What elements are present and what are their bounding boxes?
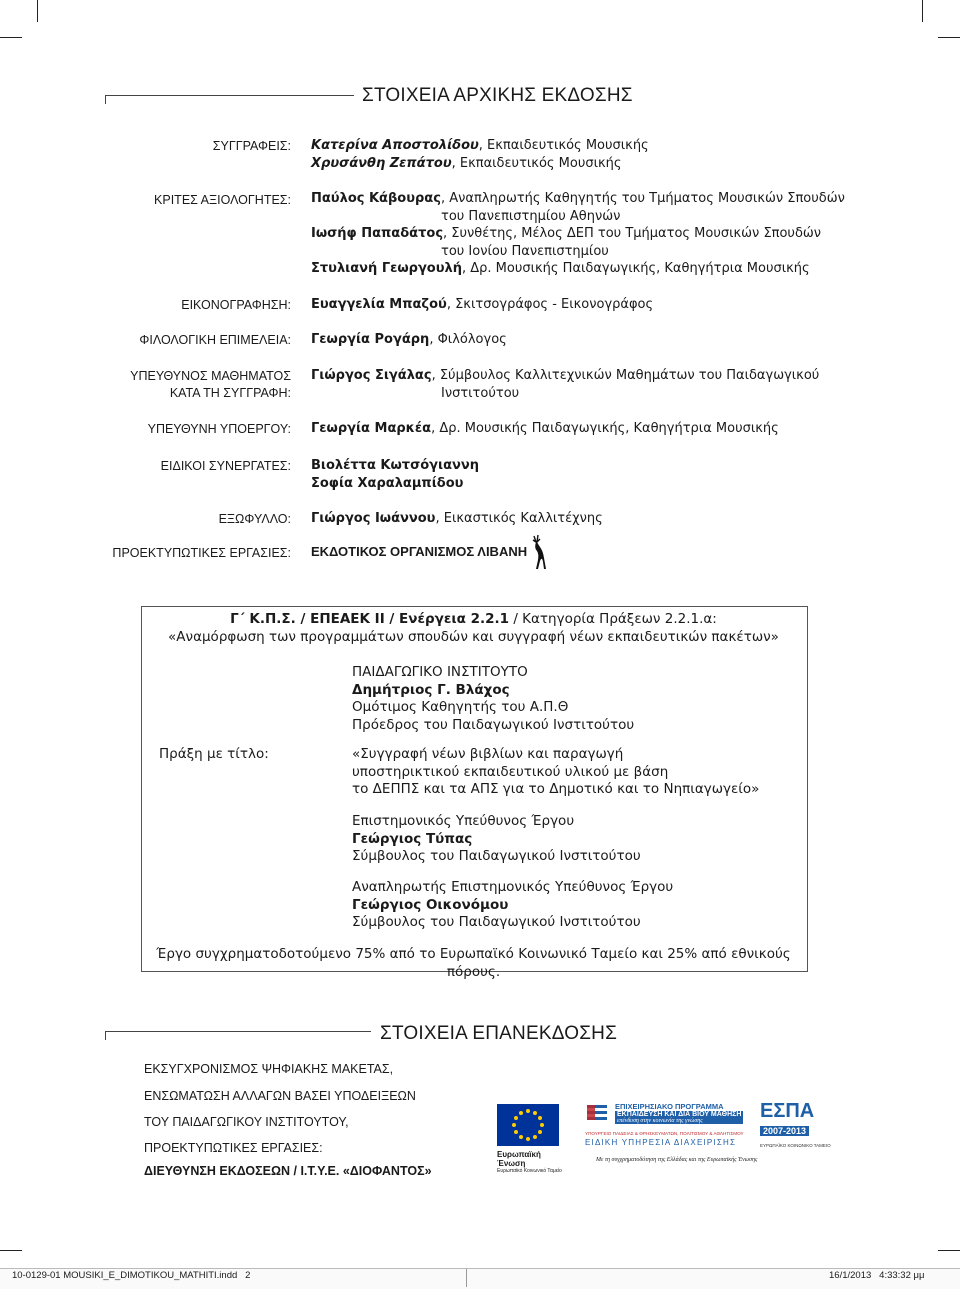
editing-name: Γεωργία Ρογάρη	[311, 332, 430, 347]
author2-name: Χρυσάνθη Ζεπάτου	[311, 155, 452, 171]
subject-lead-label	[6, 368, 291, 402]
specialists-label: ΕΙΔΙΚΟΙ ΣΥΝΕΡΓΑΤΕΣ:	[160, 459, 291, 473]
eu-flag-icon	[497, 1104, 559, 1146]
crop-mark	[922, 0, 923, 22]
subproject-name: Γεωργία Μαρκέα	[311, 421, 432, 436]
subproject-value	[311, 420, 779, 438]
deputy-lead	[352, 879, 673, 932]
reissue-line5: ΔΙΕΥΘΥΝΣΗ ΕΚΔΟΣΕΩΝ / Ι.Τ.Υ.Ε. «ΔΙΟΦΑΝΤΟΣ»	[144, 1164, 432, 1178]
act-title-line1: «Συγγραφή νέων βιβλίων και παραγωγή	[352, 746, 624, 762]
cofund-note: Με τη συγχρηματοδότηση της Ελλάδας και της Ευρωπαϊκής Ένωσης	[596, 1157, 758, 1163]
scientific-lead	[352, 813, 641, 866]
ministry-emblem-icon	[585, 1101, 609, 1125]
authors-values	[311, 137, 649, 172]
prepress-name: ΕΚΔΟΤΙΚΟΣ ΟΡΓΑΝΙΣΜΟΣ ΛΙΒΑΝΗ	[311, 544, 528, 559]
program-line1-bold: Γ΄ Κ.Π.Σ. / ΕΠΕΑΕΚ ΙΙ / Ενέργεια 2.2.1	[230, 611, 510, 627]
crop-mark	[0, 1250, 22, 1251]
sci-label: Επιστημονικός Υπεύθυνος Έργου	[352, 813, 575, 829]
reissue-line3: ΤΟΥ ΠΑΙΔΑΓΩΓΙΚΟΥ ΙΝΣΤΙΤΟΥΤΟΥ,	[144, 1115, 349, 1129]
author2-role: , Εκπαιδευτικός Μουσικής	[451, 155, 622, 171]
author1-role: , Εκπαιδευτικός Μουσικής	[478, 138, 649, 153]
prepress-value	[311, 544, 527, 559]
illustration-label: ΕΙΚΟΝΟΓΡΑΦΗΣΗ:	[181, 298, 291, 312]
original-edition-title: ΣΤΟΙΧΕΙΑ ΑΡΧΙΚΗΣ ΕΚΔΟΣΗΣ	[362, 85, 633, 106]
act-title-line3: το ΔΕΠΠΣ και τα ΑΠΣ για το Δημοτικό και το Νηπιαγωγείο»	[352, 781, 760, 797]
illustration-name: Ευαγγελία Μπαζού	[311, 297, 447, 312]
subject-lead-name: Γιώργος Σιγάλας	[311, 368, 432, 383]
crop-mark	[37, 0, 38, 22]
president-name: Δημήτριος Γ. Βλάχος	[352, 681, 510, 698]
illustration-value	[311, 296, 653, 314]
epeaek-line1: ΕΠΙΧΕΙΡΗΣΙΑΚΟ ΠΡΟΓΡΑΜΜΑ	[615, 1102, 724, 1111]
cover-value	[311, 510, 603, 528]
subproject-role: , Δρ. Μουσικής Παιδαγωγικής, Καθηγήτρια Μουσικής	[431, 421, 779, 436]
dep-name: Γεώργιος Οικονόμου	[352, 896, 509, 913]
dep-role: Σύμβουλος του Παιδαγωγικού Ινστιτούτου	[352, 914, 641, 930]
institute-block	[352, 664, 634, 734]
reviewers-values	[311, 190, 845, 278]
espa-logo	[760, 1101, 836, 1148]
specialists-value	[311, 457, 479, 492]
cover-role: , Εικαστικός Καλλιτέχνης	[435, 511, 603, 526]
reviewer1-name: Παύλος Κάβουρας	[311, 191, 441, 206]
author1-name: Κατερίνα Αποστολίδου	[311, 138, 479, 153]
espa-sub: ΕΥΡΩΠΑΪΚΟ ΚΟΙΝΩΝΙΚΟ ΤΑΜΕΙΟ	[760, 1143, 831, 1148]
deer-icon	[528, 534, 548, 570]
crop-mark	[0, 37, 22, 38]
editing-value	[311, 331, 507, 349]
program-line2: «Αναμόρφωση των προγραμμάτων σπουδών και συγγραφή νέων εκπαιδευτικών πακέτων»	[168, 629, 779, 645]
footer-date: 16/1/2013 4:33:32 μμ	[829, 1270, 925, 1281]
reviewer2-role: , Συνθέτης, Μέλος ΔΕΠ του Τμήματος Μουσικών Σπουδών	[443, 226, 822, 241]
crop-mark	[938, 1250, 960, 1251]
subject-lead-value	[311, 367, 819, 402]
credits-frame	[105, 95, 354, 104]
reissue-title: ΣΤΟΙΧΕΙΑ ΕΠΑΝΕΚΔΟΣΗΣ	[380, 1023, 618, 1044]
act-title-line2: υποστηρικτικού εκπαιδευτικού υλικού με βάση	[352, 763, 669, 780]
authors-label: ΣΥΓΓΡΑΦΕΙΣ:	[212, 139, 291, 153]
specialist2-name: Σοφία Χαραλαμπίδου	[311, 475, 464, 491]
footer-file: 10-0129-01 MOUSIKI_E_DIMOTIKOU_MATHITI.indd 2	[12, 1270, 251, 1281]
dep-label: Αναπληρωτής Επιστημονικός Υπεύθυνος Έργου	[352, 879, 674, 895]
specialist1-name: Βιολέττα Κωτσόγιαννη	[311, 458, 479, 473]
crop-mark	[938, 37, 960, 38]
eu-subcaption: Ευρωπαϊκό Κοινωνικό Ταμείο	[497, 1168, 562, 1174]
subject-lead-label-line1: ΥΠΕΥΘΥΝΟΣ ΜΑΘΗΜΑΤΟΣ	[130, 369, 291, 383]
cover-label: ΕΞΩΦΥΛΛΟ:	[218, 512, 291, 526]
reviewer3-name: Στυλιανή Γεωργουλή	[311, 261, 462, 276]
cover-name: Γιώργος Ιωάννου	[311, 511, 436, 526]
epeaek-line2: ΕΚΠΑΙΔΕΥΣΗ ΚΑΙ ΔΙΑ ΒΙΟΥ ΜΑΘΗΣΗ	[617, 1111, 742, 1118]
reviewer2-name: Ιωσήφ Παπαδάτος	[311, 226, 444, 241]
eu-caption: Ευρωπαϊκή Ένωση	[497, 1150, 541, 1168]
reviewer1-role2: του Πανεπιστημίου Αθηνών	[441, 208, 621, 224]
act-title	[352, 746, 759, 799]
president-role2: Πρόεδρος του Παιδαγωγικού Ινστιτούτου	[352, 716, 635, 733]
reviewers-label: ΚΡΙΤΕΣ ΑΞΙΟΛΟΓΗΤΕΣ:	[154, 193, 291, 207]
reviewer2-role2: του Ιονίου Πανεπιστημίου	[441, 243, 609, 259]
eu-logo	[497, 1104, 563, 1174]
funding-note: Έργο συγχρηματοδοτούμενο 75% από το Ευρωπαϊκό Κοινωνικό Ταμείο και 25% από εθνικούς πόρους.	[156, 946, 791, 980]
agency-line: ΕΙΔΙΚΗ ΥΠΗΡΕΣΙΑ ΔΙΑΧΕΙΡΙΣΗΣ	[585, 1138, 737, 1147]
editing-label: ΦΙΛΟΛΟΓΙΚΗ ΕΠΙΜΕΛΕΙΑ:	[139, 333, 291, 347]
ministry-line: ΥΠΟΥΡΓΕΙΟ ΠΑΙΔΕΙΑΣ & ΘΡΗΣΚΕΥΜΑΤΩΝ, ΠΟΛΙΤΙΣΜΟΥ & ΑΘΛΗΤΙΣΜΟΥ	[585, 1131, 744, 1136]
subject-lead-role2: Ινστιτούτου	[441, 385, 520, 401]
institute-name: ΠΑΙΔΑΓΩΓΙΚΟ ΙΝΣΤΙΤΟΥΤΟ	[352, 664, 528, 680]
subject-lead-label-line2: ΚΑΤΑ ΤΗ ΣΥΓΓΡΑΦΗ:	[169, 386, 291, 400]
president-role1: Ομότιμος Καθηγητής του Α.Π.Θ	[352, 699, 569, 715]
program-line1	[141, 611, 806, 629]
illustration-role: , Σκιτσογράφος - Εικονογράφος	[446, 297, 654, 312]
epeaek-logo	[585, 1101, 753, 1147]
editing-role: , Φιλόλογος	[429, 332, 507, 347]
reissue-frame	[105, 1031, 371, 1040]
subproject-label: ΥΠΕΥΘΥΝΗ ΥΠΟΕΡΓΟΥ:	[147, 422, 291, 436]
footer-divider	[466, 1269, 467, 1287]
reissue-line2: ΕΝΣΩΜΑΤΩΣΗ ΑΛΛΑΓΩΝ ΒΑΣΕΙ ΥΠΟΔΕΙΞΕΩΝ	[144, 1089, 416, 1103]
epeaek-line3: επένδυση στην κοινωνία της γνώσης	[615, 1118, 743, 1124]
subject-lead-role: , Σύμβουλος Καλλιτεχνικών Μαθημάτων του Παιδαγωγικού	[431, 368, 820, 383]
reviewer1-role: , Αναπληρωτής Καθηγητής του Τμήματος Μουσικών Σπουδών	[440, 191, 845, 206]
espa-title: ΕΣΠΑ	[760, 1100, 815, 1122]
reissue-line1: ΕΚΣΥΓΧΡΟΝΙΣΜΟΣ ΨΗΦΙΑΚΗΣ ΜΑΚΕΤΑΣ,	[144, 1062, 394, 1076]
reviewer3-role: , Δρ. Μουσικής Παιδαγωγικής, Καθηγήτρια Μουσικής	[462, 261, 810, 276]
act-label: Πράξη με τίτλο:	[159, 746, 269, 762]
espa-years: 2007-2013	[760, 1126, 809, 1136]
program-line1-rest: / Κατηγορία Πράξεων 2.2.1.α:	[509, 611, 717, 627]
sci-name: Γεώργιος Τύπας	[352, 830, 473, 847]
sci-role: Σύμβουλος του Παιδαγωγικού Ινστιτούτου	[352, 848, 641, 864]
prepress-label: ΠΡΟΕΚΤΥΠΩΤΙΚΕΣ ΕΡΓΑΣΙΕΣ:	[112, 546, 291, 560]
reissue-line4: ΠΡΟΕΚΤΥΠΩΤΙΚΕΣ ΕΡΓΑΣΙΕΣ:	[144, 1141, 323, 1155]
